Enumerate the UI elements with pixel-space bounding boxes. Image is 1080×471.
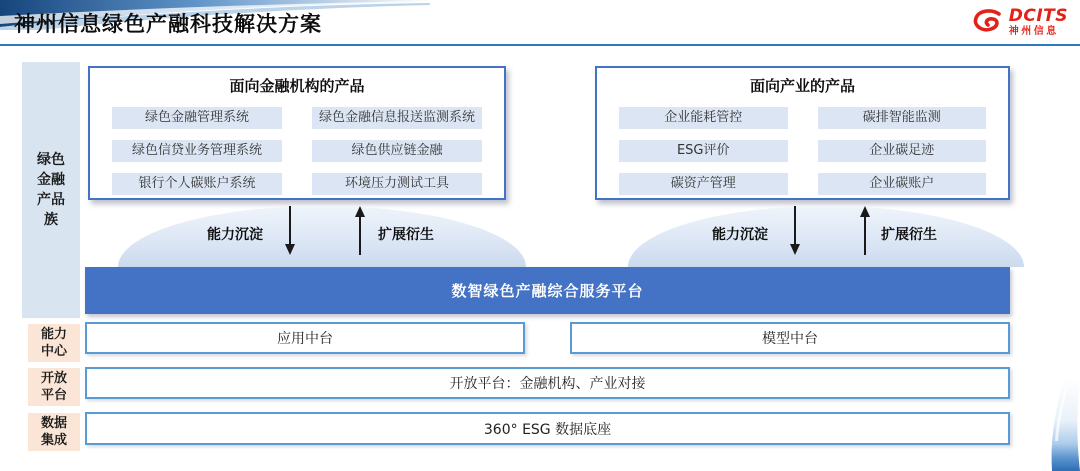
- industry-products-box: [595, 66, 1010, 200]
- expand-derive-label: 扩展衍生: [378, 227, 434, 243]
- industry-product-item: 企业能耗管控: [619, 107, 788, 129]
- industry-product-item: ESG评价: [619, 140, 788, 162]
- finance-product-item: 绿色金融管理系统: [112, 107, 282, 129]
- sidebar-label-open-platform: 开放平台: [28, 368, 80, 406]
- finance-product-item: 绿色信贷业务管理系统: [112, 140, 282, 162]
- title-underline: [0, 44, 1080, 46]
- platform-bar: 数智绿色产融综合服务平台: [85, 267, 1010, 314]
- page-title: 神州信息绿色产融科技解决方案: [14, 12, 322, 36]
- logo-brand-cn-text: 神州信息: [1008, 25, 1059, 37]
- logo-brand-text: DCITS: [1008, 5, 1068, 26]
- finance-product-item: 绿色金融信息报送监测系统: [312, 107, 482, 129]
- industry-pill-grid: [619, 107, 986, 195]
- finance-product-item: 环境压力测试工具: [312, 173, 482, 195]
- dome-decoration-right: [628, 206, 1024, 267]
- finance-box-title: 面向金融机构的产品: [229, 77, 365, 95]
- dome-decoration-left: [118, 206, 526, 267]
- bottom-right-swoosh-decoration: [1020, 379, 1080, 471]
- finance-products-box: [88, 66, 506, 200]
- industry-box-title: 面向产业的产品: [749, 77, 855, 95]
- down-arrow-icon: [789, 206, 801, 256]
- industry-product-item: 碳资产管理: [619, 173, 788, 195]
- expand-derive-label: 扩展衍生: [881, 227, 937, 243]
- capability-settling-label: 能力沉淀: [207, 227, 263, 243]
- finance-product-item: 绿色供应链金融: [312, 140, 482, 162]
- esg-data-base-box: 360° ESG 数据底座: [85, 412, 1010, 445]
- open-platform-box: 开放平台：金融机构、产业对接: [85, 367, 1010, 399]
- sidebar-label-green-finance-product-family: 绿色金融产品族: [22, 62, 80, 318]
- up-arrow-icon: [859, 206, 871, 256]
- application-middle-platform-box: 应用中台: [85, 322, 525, 354]
- finance-product-item: 银行个人碳账户系统: [112, 173, 282, 195]
- dcits-logo: [970, 7, 1068, 37]
- logo-swirl-icon: [970, 7, 1004, 37]
- industry-product-item: 企业碳足迹: [818, 140, 987, 162]
- industry-product-item: 企业碳账户: [818, 173, 987, 195]
- sidebar-label-data-integration: 数据集成: [28, 413, 80, 451]
- logo-text: [1008, 5, 1068, 37]
- sidebar-label-capability-center: 能力中心: [28, 324, 80, 362]
- down-arrow-icon: [284, 206, 296, 256]
- model-middle-platform-box: 模型中台: [570, 322, 1010, 354]
- up-arrow-icon: [354, 206, 366, 256]
- finance-pill-grid: [112, 107, 482, 195]
- capability-settling-label: 能力沉淀: [712, 227, 768, 243]
- industry-product-item: 碳排智能监测: [818, 107, 987, 129]
